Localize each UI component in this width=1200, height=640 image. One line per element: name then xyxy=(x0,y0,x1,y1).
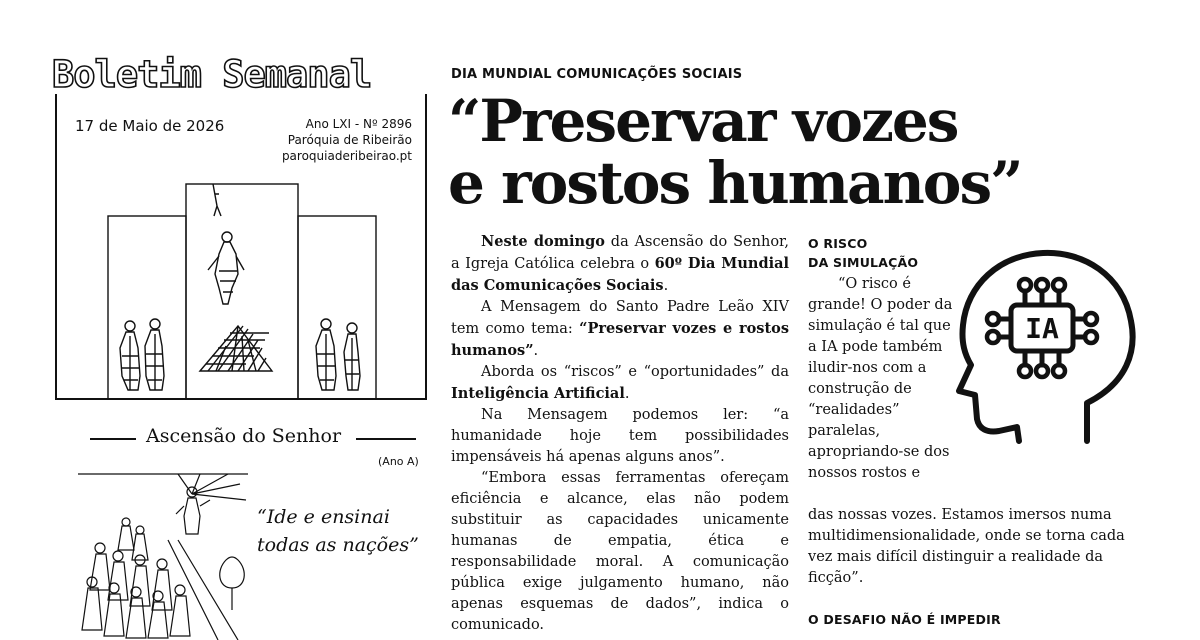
ascension-stained-glass-illustration xyxy=(56,176,426,400)
emphasis-text: “Preservar vozes e rostos humanos” xyxy=(451,320,789,359)
body-text: A Mensagem do Santo Padre Leão XIV tem como tema: xyxy=(451,299,789,337)
headline-line1: “Preservar vozes xyxy=(448,87,958,155)
section-heading-challenge: O DESAFIO NÃO É IMPEDIR xyxy=(808,612,1001,627)
issue-number: Ano LXI - Nº 2896 xyxy=(305,117,412,131)
section-heading-line1: O RISCO xyxy=(808,236,868,251)
article-paragraph: Na Mensagem podemos ler: “a humanidade hoje tem possibilidades impensáveis há apenas alguns anos”. xyxy=(451,407,789,465)
article-kicker: DIA MUNDIAL COMUNICAÇÕES SOCIAIS xyxy=(451,67,743,82)
issue-date: 17 de Maio de 2026 xyxy=(75,117,225,135)
headline-line2: e rostos humanos” xyxy=(448,149,1022,217)
article-paragraph xyxy=(451,231,789,297)
article-headline xyxy=(448,87,1168,217)
jesus-ascending-with-crowd-illustration xyxy=(78,470,248,640)
gospel-quote xyxy=(257,503,432,559)
parish-name: Paróquia de Ribeirão xyxy=(287,133,412,147)
article-paragraph: “Embora essas ferramentas ofereçam eficiência e alcance, elas não podem substituir as capacidades unicamente humanas de empatia, ética e responsabilidade moral. A comunicação pública exige julgamento humano, não apenas esquemas de dados”, indica o comunicado. xyxy=(451,470,789,633)
gospel-liturgical-year: (Ano A) xyxy=(378,455,419,468)
section-heading-line2: DA SIMULAÇÃO xyxy=(808,255,919,270)
simulation-text-wrapped: “O risco é grande! O poder da simulação é tal que a IA pode também iludir-nos com a construção de “realidades” paralelas, apropriando-se dos nossos rostos e xyxy=(808,276,953,481)
gospel-quote-line1: “Ide e ensinai xyxy=(257,506,390,528)
emphasis-text: Inteligência Artificial xyxy=(451,385,625,402)
ai-icon-label: IA xyxy=(1025,312,1059,345)
article-body xyxy=(451,231,789,636)
section-heading-simulation xyxy=(808,234,948,272)
gospel-title: Ascensão do Senhor xyxy=(146,425,342,447)
body-text: Aborda os “riscos” e “oportunidades” da xyxy=(481,364,789,380)
head-with-ai-chip-icon xyxy=(955,243,1151,448)
body-text: da Ascensão do Senhor, a Igreja Católica celebra o xyxy=(451,234,789,272)
emphasis-text: 60º Dia Mundial das Comunicações Sociais xyxy=(451,255,789,294)
article-paragraph xyxy=(451,362,789,405)
body-text: . xyxy=(663,278,669,294)
body-text: . xyxy=(533,343,539,359)
masthead-title: Boletim Semanal xyxy=(52,53,372,96)
gospel-quote-line2: todas as nações” xyxy=(257,534,419,556)
gospel-title-rule-left xyxy=(90,438,136,440)
article-paragraph xyxy=(451,297,789,362)
gospel-title-rule-right xyxy=(356,438,416,440)
simulation-text-continued: das nossas vozes. Estamos imersos numa multidimensionalidade, onde se torna cada vez mais difícil distinguir a realidade da ficção”. xyxy=(808,507,1125,586)
emphasis-text: Neste domingo xyxy=(481,233,605,250)
parish-website-link[interactable]: paroquiaderibeirao.pt xyxy=(281,149,412,163)
body-text: . xyxy=(624,386,630,402)
